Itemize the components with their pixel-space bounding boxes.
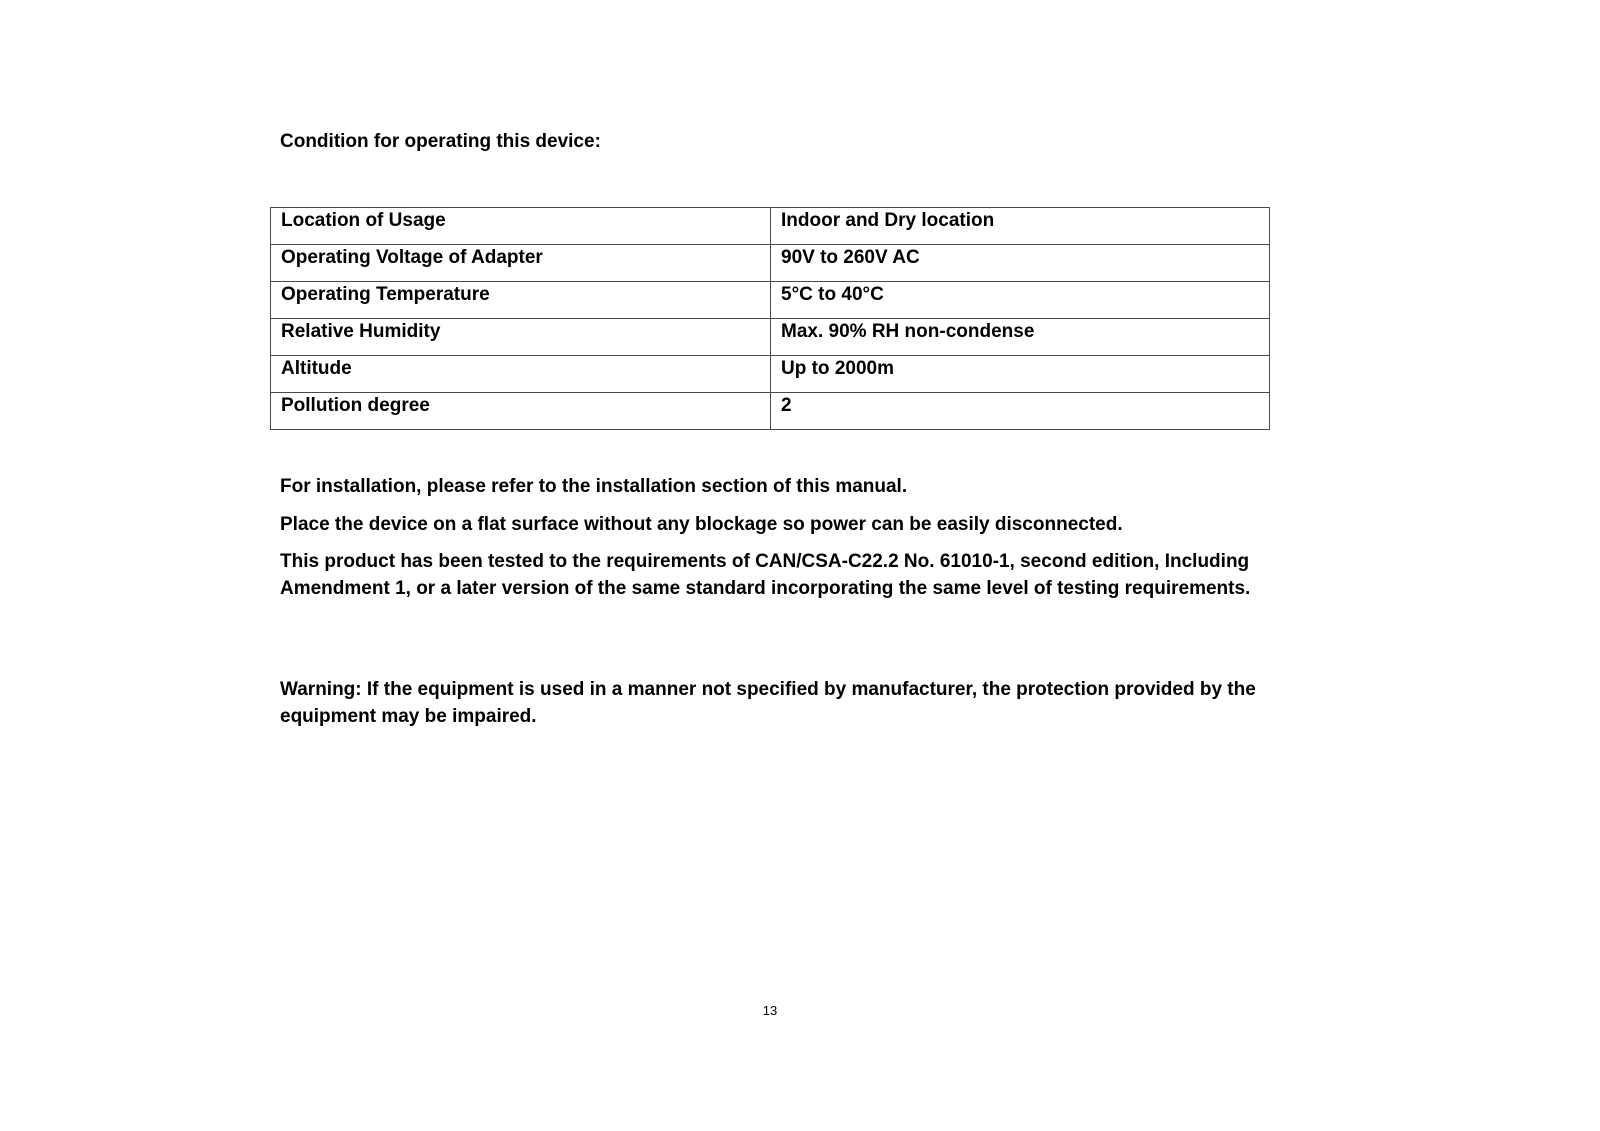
table-row bbox=[271, 319, 1270, 356]
condition-label: Altitude bbox=[271, 356, 771, 393]
condition-value: 90V to 260V AC bbox=[771, 245, 1270, 282]
condition-label: Location of Usage bbox=[271, 208, 771, 245]
table-row bbox=[271, 356, 1270, 393]
page-number: 13 bbox=[762, 1003, 778, 1018]
page-heading: Condition for operating this device: bbox=[280, 131, 601, 152]
table-row bbox=[271, 208, 1270, 245]
condition-value: Indoor and Dry location bbox=[771, 208, 1270, 245]
table-row bbox=[271, 245, 1270, 282]
condition-value: Max. 90% RH non-condense bbox=[771, 319, 1270, 356]
condition-value: Up to 2000m bbox=[771, 356, 1270, 393]
operating-conditions-table bbox=[270, 207, 1270, 430]
warning-note: Warning: If the equipment is used in a manner not specified by manufacturer, the protection provided by the equipment may be impaired. bbox=[280, 679, 1256, 727]
condition-label: Operating Temperature bbox=[271, 282, 771, 319]
table-row bbox=[271, 282, 1270, 319]
table-row bbox=[271, 393, 1270, 430]
condition-value: 2 bbox=[771, 393, 1270, 430]
condition-label: Pollution degree bbox=[271, 393, 771, 430]
condition-value: 5°C to 40°C bbox=[771, 282, 1270, 319]
standard-compliance-note: This product has been tested to the requirements of CAN/CSA-C22.2 No. 61010-1, second edition, Including Amendment 1, or a later version of the same standard incorporating the same level of testing requirements. bbox=[280, 551, 1251, 599]
placement-note: Place the device on a flat surface without any blockage so power can be easily disconnected. bbox=[280, 514, 1123, 535]
condition-label: Operating Voltage of Adapter bbox=[271, 245, 771, 282]
condition-label: Relative Humidity bbox=[271, 319, 771, 356]
installation-note: For installation, please refer to the installation section of this manual. bbox=[280, 476, 908, 497]
